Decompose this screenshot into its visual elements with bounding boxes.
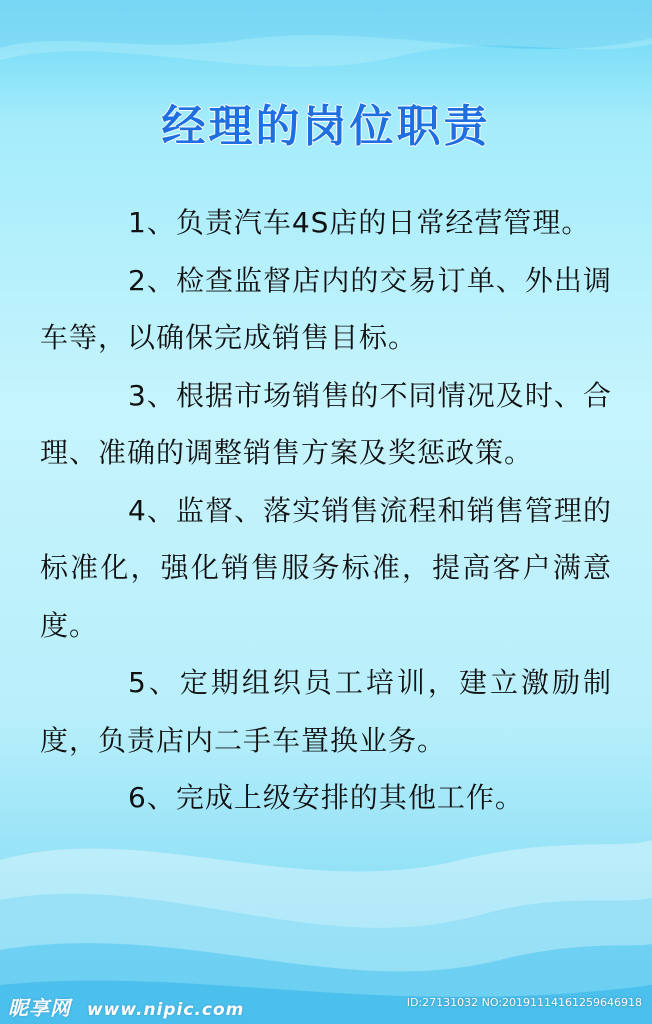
watermark-logo [8,992,244,1021]
duty-item: 4、监督、落实销售流程和销售管理的标准化，强化销售服务标准，提高客户满意度。 [40,493,612,642]
duties-list [40,194,612,827]
duty-item: 5、定期组织员工培训，建立激励制度，负责店内二手车置换业务。 [40,666,612,757]
duty-item: 6、完成上级安排的其他工作。 [128,781,524,814]
watermark-logo-text: 昵享网 [8,996,71,1020]
page-title: 经理的岗位职责 [161,101,491,152]
watermark-id: ID:27131032 NO:20191114161259646918 [406,996,642,1009]
duty-item: 1、负责汽车4S店的日常经营管理。 [128,206,591,239]
duty-item: 3、根据市场销售的不同情况及时、合理、准确的调整销售方案及奖惩政策。 [40,378,612,469]
duty-item: 2、检查监督店内的交易订单、外出调车等，以确保完成销售目标。 [40,263,612,354]
watermark-url: www.nipic.com [86,1000,245,1020]
